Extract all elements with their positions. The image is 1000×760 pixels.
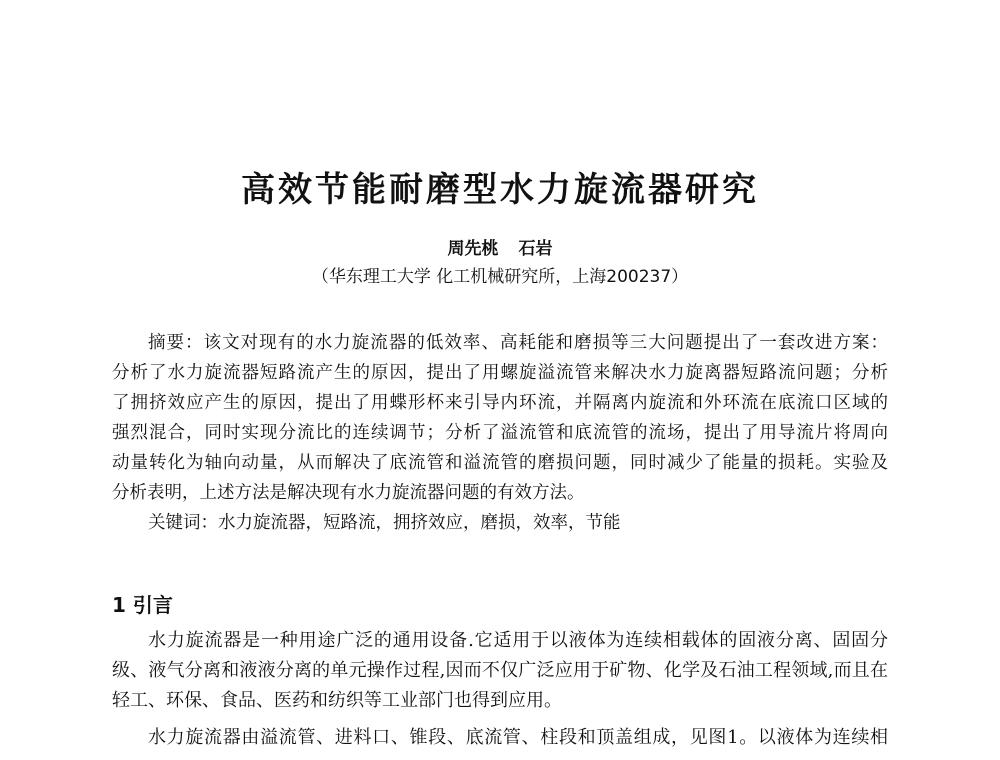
authors: 周先桃 石岩 [447, 239, 553, 259]
affiliation: （华东理工大学 化工机械研究所，上海200237） [311, 267, 689, 287]
body-line: 级、液气分离和液液分离的单元操作过程,因而不仅广泛应用于矿物、化学及石油工程领域,而且在 [112, 660, 888, 681]
keywords: 关键词：水力旋流器，短路流，拥挤效应，磨损，效率，节能 [148, 513, 621, 533]
paper-title: 高效节能耐磨型水力旋流器研究 [241, 170, 759, 210]
abstract-line: 摘要：该文对现有的水力旋流器的低效率、高耗能和磨损等三大问题提出了一套改进方案： [148, 333, 888, 353]
abstract-line: 强烈混合，同时实现分流比的连续调节；分析了溢流管和底流管的流场，提出了用导流片将周向 [112, 423, 888, 443]
abstract-line: 分析了水力旋流器短路流产生的原因，提出了用螺旋溢流管来解决水力旋离器短路流问题；分析 [112, 363, 888, 383]
section-heading: 1 引言 [112, 593, 173, 617]
abstract-line: 分析表明，上述方法是解决现有水力旋流器问题的有效方法。 [112, 483, 585, 503]
body-line: 水力旋流器由溢流管、进料口、锥段、底流管、柱段和顶盖组成，见图1。以液体为连续相 [148, 727, 888, 748]
abstract-line: 动量转化为轴向动量，从而解决了底流管和溢流管的磨损问题，同时减少了能量的损耗。实验及 [112, 453, 888, 473]
body-line: 轻工、环保、食品、医药和纺织等工业部门也得到应用。 [112, 690, 562, 711]
abstract-line: 了拥挤效应产生的原因，提出了用蝶形杯来引导内环流，并隔离内旋流和外环流在底流口区域的 [112, 393, 888, 413]
body-line: 水力旋流器是一种用途广泛的通用设备.它适用于以液体为连续相载体的固液分离、固固分 [148, 630, 888, 651]
